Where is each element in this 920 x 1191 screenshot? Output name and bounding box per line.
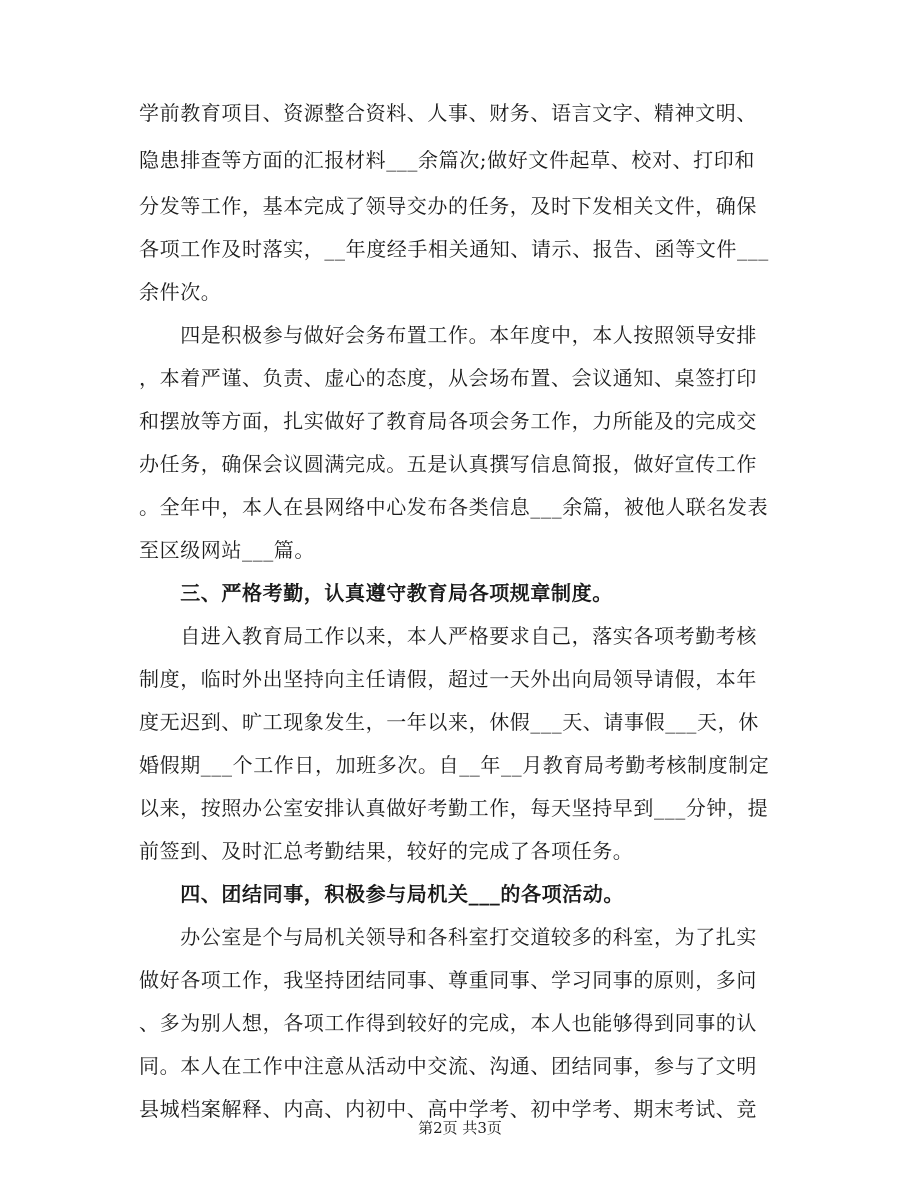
section-heading: 三、严格考勤，认真遵守教育局各项规章制度。 bbox=[139, 581, 613, 605]
text-line: 四是积极参与做好会务布置工作。本年度中，本人按照领导安排 bbox=[139, 323, 757, 347]
text-line: 和摆放等方面，扎实做好了教育局各项会务工作，力所能及的完成交 bbox=[139, 409, 757, 433]
text-line: 县城档案解释、内高、内初中、高中学考、初中学考、期末考试、竞 bbox=[139, 1097, 757, 1121]
text-line: 做好各项工作，我坚持团结同事、尊重同事、学习同事的原则，多问 bbox=[139, 968, 757, 992]
text-line: 自进入教育局工作以来，本人严格要求自己，落实各项考勤考核 bbox=[139, 624, 757, 648]
text-line: 、多为别人想，各项工作得到较好的完成，本人也能够得到同事的认 bbox=[139, 1011, 757, 1035]
text-line: 同。本人在工作中注意从活动中交流、沟通、团结同事，参与了文明 bbox=[139, 1054, 757, 1078]
text-line: 办任务，确保会议圆满完成。五是认真撰写信息简报，做好宣传工作 bbox=[139, 452, 757, 476]
text-line: 。全年中，本人在县网络中心发布各类信息___余篇，被他人联名发表 bbox=[139, 495, 769, 519]
text-line: 以来，按照办公室安排认真做好考勤工作，每天坚持早到___分钟，提 bbox=[139, 796, 769, 820]
text-line: ，本着严谨、负责、虚心的态度，从会场布置、会议通知、桌签打印 bbox=[139, 366, 757, 390]
text-line: 制度，临时外出坚持向主任请假，超过一天外出向局领导请假，本年 bbox=[139, 667, 757, 691]
text-line: 分发等工作，基本完成了领导交办的任务，及时下发相关文件，确保 bbox=[139, 194, 757, 218]
text-line: 至区级网站___篇。 bbox=[139, 538, 315, 562]
text-line: 学前教育项目、资源整合资料、人事、财务、语言文字、精神文明、 bbox=[139, 101, 757, 125]
text-line: 余件次。 bbox=[139, 280, 222, 304]
text-line: 办公室是个与局机关领导和各科室打交道较多的科室，为了扎实 bbox=[139, 925, 757, 949]
text-line: 前签到、及时汇总考勤结果，较好的完成了各项任务。 bbox=[139, 839, 634, 863]
text-line: 度无迟到、旷工现象发生，一年以来，休假___天、请事假___天，休 bbox=[139, 710, 759, 734]
page-number-footer: 第2页 共3页 bbox=[418, 1119, 502, 1137]
text-line: 各项工作及时落实，__年度经手相关通知、请示、报告、函等文件___ bbox=[139, 237, 769, 261]
text-line: 婚假期___个工作日，加班多次。自__年__月教育局考勤考核制度制定 bbox=[139, 753, 770, 777]
section-heading: 四、团结同事，积极参与局机关___的各项活动。 bbox=[139, 882, 624, 906]
text-line: 隐患排查等方面的汇报材料___余篇次;做好文件起草、校对、打印和 bbox=[139, 148, 755, 172]
